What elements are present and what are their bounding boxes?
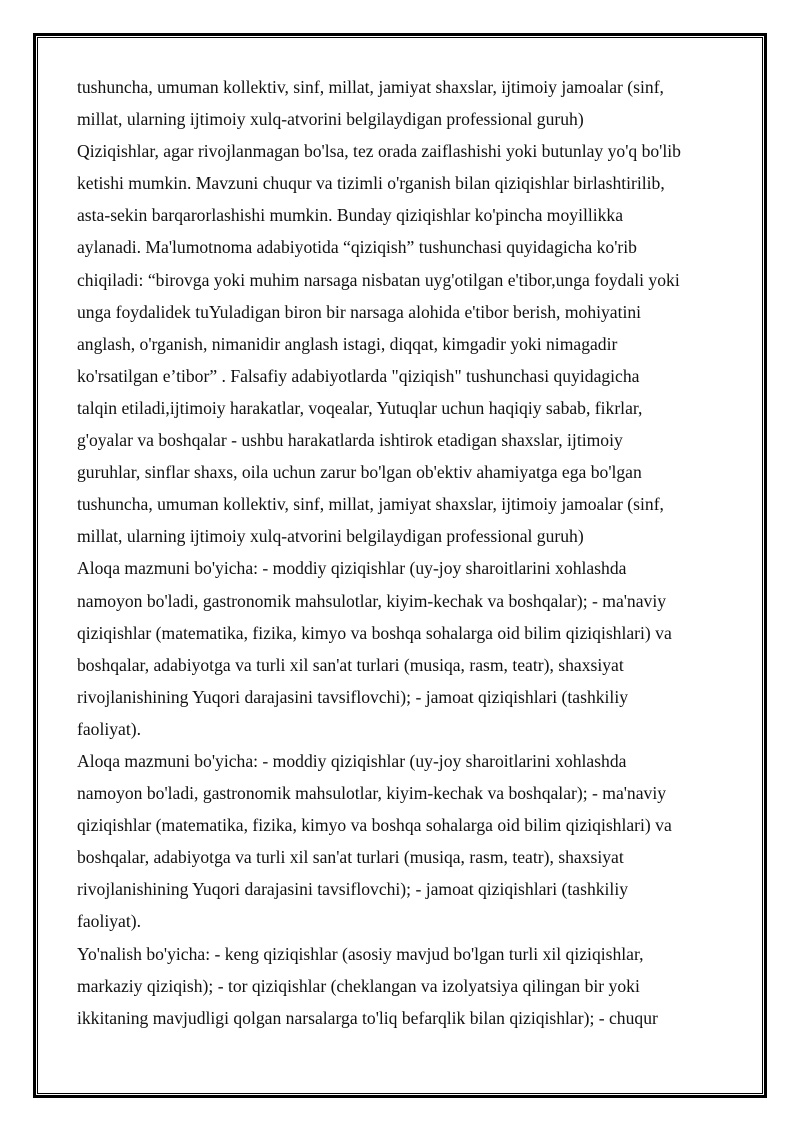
text-line: asta-sekin barqarorlashishi mumkin. Bunday qiziqishlar ko'pincha moyillikka: [77, 205, 624, 226]
text-line: ketishi mumkin. Mavzuni chuqur va tizimli o'rganish bilan qiziqishlar birlashtirilib,: [77, 173, 665, 194]
text-line: anglash, o'rganish, nimanidir anglash istagi, diqqat, kimgadir yoki nimagadir: [77, 333, 618, 354]
text-line: qiziqishlar (matematika, fizika, kimyo va boshqa sohalarga oid bilim qiziqishlari) va: [77, 815, 672, 836]
text-line: qiziqishlar (matematika, fizika, kimyo va boshqa sohalarga oid bilim qiziqishlari) va: [77, 622, 672, 643]
text-line: unga foydalidek tuYuladigan biron bir narsaga alohida e'tibor berish, mohiyatini: [77, 301, 642, 322]
text-line: Aloqa mazmuni bo'yicha: - moddiy qiziqishlar (uy-joy sharoitlarini xohlashda: [77, 558, 627, 579]
text-line: millat, ularning ijtimoiy xulq-atvorini belgilaydigan professional guruh): [77, 109, 584, 130]
text-line: namoyon bo'ladi, gastronomik mahsulotlar, kiyim-kechak va boshqalar); - ma'naviy: [77, 590, 667, 611]
text-line: millat, ularning ijtimoiy xulq-atvorini belgilaydigan professional guruh): [77, 526, 584, 547]
text-line: faoliyat).: [77, 718, 141, 739]
text-line: talqin etiladi,ijtimoiy harakatlar, voqealar, Yutuqlar uchun haqiqiy sabab, fikrlar,: [77, 397, 643, 418]
text-line: tushuncha, umuman kollektiv, sinf, millat, jamiyat shaxslar, ijtimoiy jamoalar (sinf,: [77, 77, 664, 97]
text-line: ikkitaning mavjudligi qolgan narsalarga to'liq befarqlik bilan qiziqishlar); - chuqur: [77, 1007, 658, 1028]
text-line: Yo'nalish bo'yicha: - keng qiziqishlar (asosiy mavjud bo'lgan turli xil qiziqishlar,: [77, 943, 644, 964]
text-line: guruhlar, sinflar shaxs, oila uchun zarur bo'lgan ob'ektiv ahamiyatga ega bo'lgan: [77, 462, 642, 483]
text-line: tushuncha, umuman kollektiv, sinf, millat, jamiyat shaxslar, ijtimoiy jamoalar (sinf,: [77, 494, 664, 515]
text-line: boshqalar, adabiyotga va turli xil san'at turlari (musiqa, rasm, teatr), shaxsiyat: [77, 847, 624, 868]
text-line: ko'rsatilgan e’tibor” . Falsafiy adabiyotlarda "qiziqish" tushunchasi quyidagicha: [77, 365, 640, 386]
text-line: Qiziqishlar, agar rivojlanmagan bo'lsa, tez orada zaiflashishi yoki butunlay yo'q bo'lib: [77, 141, 681, 162]
text-line: g'oyalar va boshqalar - ushbu harakatlarda ishtirok etadigan shaxslar, ijtimoiy: [77, 430, 623, 451]
text-line: rivojlanishining Yuqori darajasini tavsiflovchi); - jamoat qiziqishlari (tashkiliy: [77, 686, 628, 707]
text-line: markaziy qiziqish); - tor qiziqishlar (cheklangan va izolyatsiya qilingan bir yoki: [77, 975, 640, 996]
text-line: aylanadi. Ma'lumotnoma adabiyotida “qiziqish” tushunchasi quyidagicha ko'rib: [77, 237, 637, 258]
document-body: [77, 71, 727, 1034]
text-line: faoliyat).: [77, 911, 141, 932]
text-line: namoyon bo'ladi, gastronomik mahsulotlar, kiyim-kechak va boshqalar); - ma'naviy: [77, 783, 667, 804]
text-line: chiqiladi: “birovga yoki muhim narsaga nisbatan uyg'otilgan e'tibor,unga foydali yoki: [77, 269, 680, 290]
text-line: boshqalar, adabiyotga va turli xil san'at turlari (musiqa, rasm, teatr), shaxsiyat: [77, 654, 624, 675]
text-line: rivojlanishining Yuqori darajasini tavsiflovchi); - jamoat qiziqishlari (tashkiliy: [77, 879, 628, 900]
text-line: Aloqa mazmuni bo'yicha: - moddiy qiziqishlar (uy-joy sharoitlarini xohlashda: [77, 750, 627, 771]
